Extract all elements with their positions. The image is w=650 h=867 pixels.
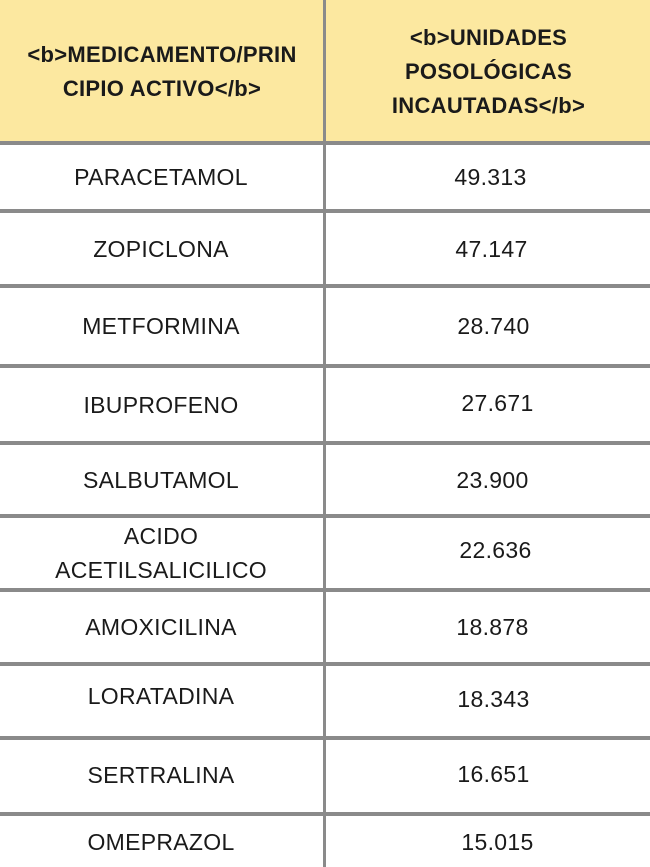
- medication-name-cell: IBUPROFENO: [83, 391, 239, 418]
- medication-name-cell: OMEPRAZOL: [87, 828, 235, 855]
- medication-name-cell: ZOPICLONA: [93, 235, 229, 262]
- medication-name-cell: METFORMINA: [82, 313, 240, 339]
- medication-name-cell: LORATADINA: [87, 683, 235, 709]
- units-cell: 16.651: [457, 761, 530, 787]
- medication-name-cell: SALBUTAMOL: [83, 466, 239, 493]
- medication-name-cell: PARACETAMOL: [74, 164, 248, 190]
- column-divider: [323, 0, 326, 867]
- units-cell: 22.636: [459, 537, 532, 563]
- medication-name-cell: ACIDO ACETILSALICILICO: [55, 523, 267, 583]
- units-cell: 18.343: [457, 686, 530, 712]
- medication-name-cell: SERTRALINA: [87, 762, 235, 788]
- header-units: <b>UNIDADES POSOLÓGICAS INCAUTADAS</b>: [391, 24, 586, 118]
- units-cell: 28.740: [457, 313, 530, 339]
- units-cell: 27.671: [461, 390, 534, 416]
- units-cell: 47.147: [455, 235, 528, 262]
- units-cell: 15.015: [461, 828, 534, 855]
- units-cell: 49.313: [454, 164, 527, 190]
- units-cell: 18.878: [456, 614, 529, 640]
- units-cell: 23.900: [456, 466, 529, 493]
- medication-name-cell: AMOXICILINA: [85, 614, 237, 640]
- header-medication: <b>MEDICAMENTO/PRINCIPIO ACTIVO</b>: [27, 41, 297, 101]
